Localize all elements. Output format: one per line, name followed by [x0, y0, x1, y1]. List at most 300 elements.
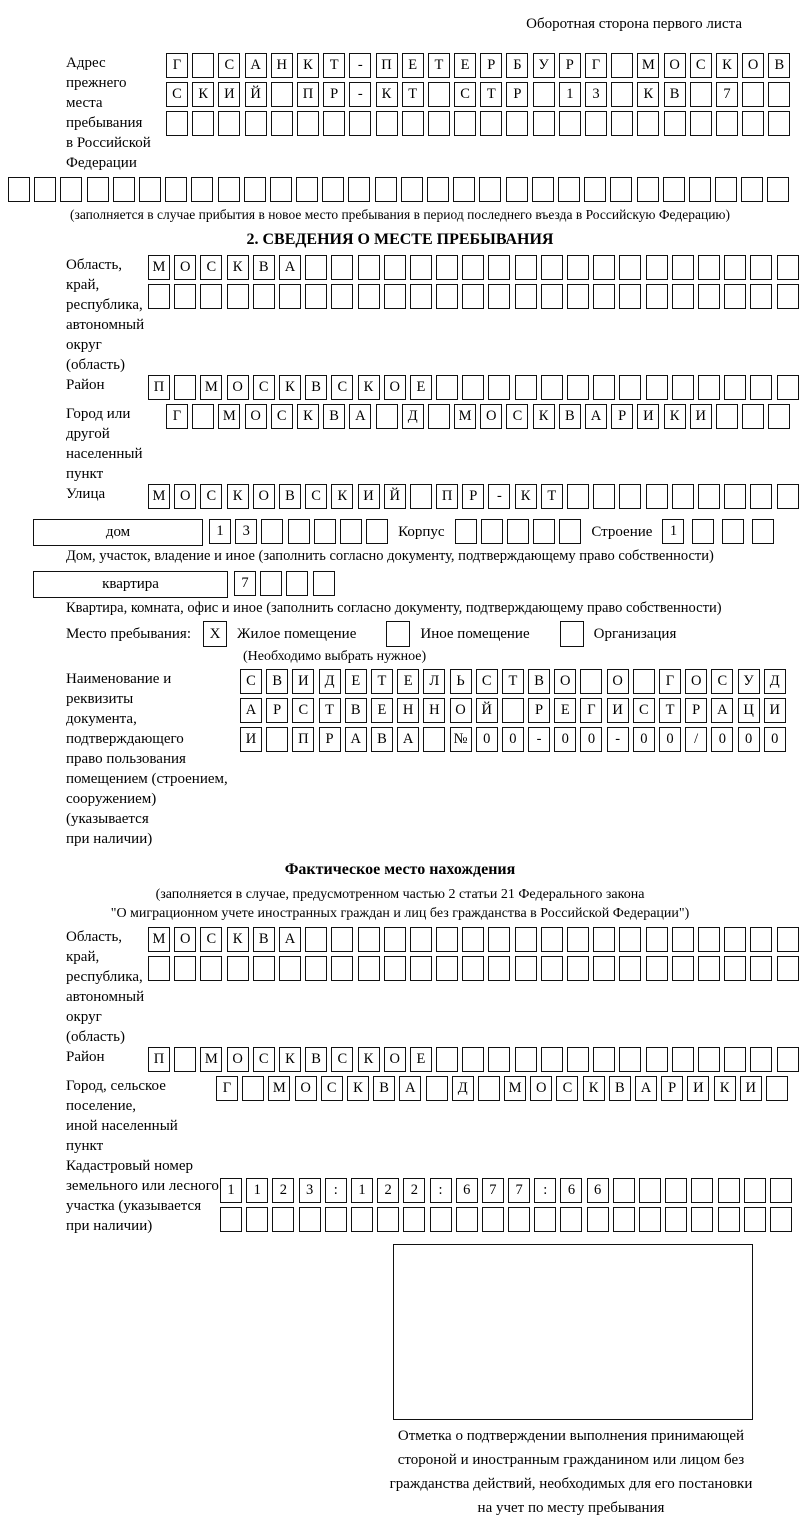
- char-box: [611, 111, 633, 136]
- char-box: А: [240, 698, 262, 723]
- char-box: Д: [452, 1076, 474, 1101]
- char-box: [767, 177, 789, 202]
- char-box: [750, 284, 772, 309]
- region-block: [8, 255, 792, 375]
- char-box: С: [331, 1047, 353, 1072]
- char-box: [777, 284, 799, 309]
- char-box: П: [148, 375, 170, 400]
- char-box: [488, 255, 510, 280]
- char-box: И: [687, 1076, 709, 1101]
- char-box: [375, 177, 397, 202]
- section2-title: 2. СВЕДЕНИЯ О МЕСТЕ ПРЕБЫВАНИЯ: [246, 231, 554, 248]
- street-row: [148, 484, 799, 509]
- house-note: Дом, участок, владение и иное (заполнить согласно документу, подтверждающему право собственности): [66, 548, 714, 564]
- char-box: [253, 284, 275, 309]
- char-box: [567, 927, 589, 952]
- char-box: [253, 956, 275, 981]
- char-box: В: [279, 484, 301, 509]
- char-box: [349, 111, 371, 136]
- char-box: [613, 1207, 635, 1232]
- char-box: М: [504, 1076, 526, 1101]
- char-box: А: [279, 255, 301, 280]
- char-box: [279, 284, 301, 309]
- char-box: М: [148, 484, 170, 509]
- char-box: [191, 177, 213, 202]
- char-box: [698, 956, 720, 981]
- char-box: [637, 111, 659, 136]
- char-box: А: [399, 1076, 421, 1101]
- char-box: П: [148, 1047, 170, 1072]
- char-box: [305, 255, 327, 280]
- char-box: [192, 53, 214, 78]
- char-box: [664, 111, 686, 136]
- char-box: [619, 484, 641, 509]
- char-box: [482, 1207, 504, 1232]
- char-box: [192, 111, 214, 136]
- char-box: Д: [402, 404, 424, 429]
- other-premises-checkbox: [386, 621, 410, 647]
- char-box: М: [148, 927, 170, 952]
- char-box: Е: [410, 375, 432, 400]
- char-box: [750, 1047, 772, 1072]
- char-box: О: [480, 404, 502, 429]
- char-box: [200, 284, 222, 309]
- cadastral-row-1: [220, 1178, 792, 1203]
- char-box: Р: [462, 484, 484, 509]
- char-box: [436, 284, 458, 309]
- char-box: [619, 1047, 641, 1072]
- char-box: 1: [662, 519, 684, 544]
- char-box: [777, 956, 799, 981]
- char-box: [541, 375, 563, 400]
- char-box: [340, 519, 362, 544]
- char-box: В: [323, 404, 345, 429]
- char-box: [410, 484, 432, 509]
- char-box: В: [768, 53, 790, 78]
- char-box: К: [227, 927, 249, 952]
- document-row-2: [240, 698, 786, 723]
- char-box: [271, 111, 293, 136]
- char-box: 0: [659, 727, 681, 752]
- stroenie-label: Строение: [591, 524, 653, 540]
- char-box: [724, 484, 746, 509]
- street-label: Улица: [66, 486, 106, 502]
- char-box: 6: [560, 1178, 582, 1203]
- char-box: [410, 255, 432, 280]
- char-box: [376, 111, 398, 136]
- char-box: [481, 519, 503, 544]
- char-box: [358, 956, 380, 981]
- char-box: [270, 177, 292, 202]
- char-box: [358, 927, 380, 952]
- char-box: :: [325, 1178, 347, 1203]
- char-box: Г: [585, 53, 607, 78]
- char-box: О: [227, 1047, 249, 1072]
- char-box: [619, 956, 641, 981]
- stroenie-boxes: [662, 519, 774, 544]
- char-box: У: [738, 669, 760, 694]
- char-box: Ь: [450, 669, 472, 694]
- char-box: С: [711, 669, 733, 694]
- char-box: [507, 519, 529, 544]
- char-box: [331, 255, 353, 280]
- char-box: [777, 1047, 799, 1072]
- prev-address-label: Адрес прежнего места пребывания в Российской Федерации: [66, 55, 151, 171]
- char-box: В: [253, 927, 275, 952]
- char-box: 1: [559, 82, 581, 107]
- actual-location-title: Фактическое место нахождения: [284, 861, 516, 878]
- char-box: О: [530, 1076, 552, 1101]
- char-box: А: [349, 404, 371, 429]
- char-box: [698, 1047, 720, 1072]
- char-box: В: [371, 727, 393, 752]
- char-box: К: [331, 484, 353, 509]
- char-box: [506, 111, 528, 136]
- char-box: [220, 1207, 242, 1232]
- char-box: С: [253, 1047, 275, 1072]
- char-box: К: [192, 82, 214, 107]
- char-box: Р: [323, 82, 345, 107]
- char-box: [724, 956, 746, 981]
- prev-address-grid: [166, 53, 790, 136]
- char-box: [502, 698, 524, 723]
- char-box: Р: [559, 53, 581, 78]
- char-box: [299, 1207, 321, 1232]
- char-box: [436, 927, 458, 952]
- char-box: Ц: [738, 698, 760, 723]
- korpus-label: Корпус: [398, 524, 445, 540]
- char-box: [139, 177, 161, 202]
- cadastral-block: [8, 1156, 792, 1236]
- char-box: 0: [476, 727, 498, 752]
- char-box: [672, 927, 694, 952]
- char-box: [593, 1047, 615, 1072]
- char-box: [541, 956, 563, 981]
- apartment-label-box: квартира: [33, 571, 228, 598]
- char-box: 1: [351, 1178, 373, 1203]
- char-box: М: [200, 375, 222, 400]
- char-box: О: [174, 927, 196, 952]
- char-box: [611, 53, 633, 78]
- char-box: [331, 284, 353, 309]
- char-box: С: [240, 669, 262, 694]
- char-box: С: [454, 82, 476, 107]
- char-box: [322, 177, 344, 202]
- char-box: С: [305, 484, 327, 509]
- cadastral-row-2: [220, 1207, 792, 1232]
- char-box: [279, 956, 301, 981]
- city-block: [8, 404, 792, 484]
- char-box: М: [454, 404, 476, 429]
- char-box: [331, 956, 353, 981]
- char-box: [593, 484, 615, 509]
- prev-address-block: [8, 53, 792, 173]
- char-box: К: [279, 375, 301, 400]
- char-box: В: [266, 669, 288, 694]
- char-box: К: [227, 255, 249, 280]
- char-box: [288, 519, 310, 544]
- region2-row-2: [148, 956, 799, 981]
- char-box: [488, 375, 510, 400]
- char-box: [690, 82, 712, 107]
- char-box: С: [633, 698, 655, 723]
- char-box: Н: [423, 698, 445, 723]
- district-label: Район: [66, 377, 105, 393]
- char-box: С: [200, 484, 222, 509]
- char-box: С: [321, 1076, 343, 1101]
- char-box: В: [253, 255, 275, 280]
- char-box: О: [742, 53, 764, 78]
- residential-checkbox: X: [203, 621, 227, 647]
- char-box: [410, 927, 432, 952]
- char-box: :: [534, 1178, 556, 1203]
- char-box: [366, 519, 388, 544]
- char-box: [286, 571, 308, 596]
- char-box: [567, 284, 589, 309]
- char-box: -: [528, 727, 550, 752]
- char-box: [741, 177, 763, 202]
- char-box: [148, 284, 170, 309]
- char-box: М: [218, 404, 240, 429]
- char-box: [718, 1178, 740, 1203]
- city-row: [166, 404, 790, 429]
- prev-address-overflow-row: [8, 177, 792, 202]
- char-box: [200, 956, 222, 981]
- char-box: Р: [266, 698, 288, 723]
- char-box: [436, 375, 458, 400]
- char-box: 7: [716, 82, 738, 107]
- char-box: [742, 111, 764, 136]
- char-box: [34, 177, 56, 202]
- char-box: Т: [323, 53, 345, 78]
- char-box: [580, 669, 602, 694]
- char-box: [559, 111, 581, 136]
- char-box: А: [711, 698, 733, 723]
- char-box: 1: [246, 1178, 268, 1203]
- char-box: -: [349, 53, 371, 78]
- char-box: [619, 284, 641, 309]
- char-box: И: [690, 404, 712, 429]
- stay-type-label: Место пребывания:: [66, 625, 191, 642]
- char-box: К: [376, 82, 398, 107]
- char-box: [691, 1207, 713, 1232]
- char-box: 0: [580, 727, 602, 752]
- char-box: С: [556, 1076, 578, 1101]
- char-box: [376, 404, 398, 429]
- char-box: Р: [319, 727, 341, 752]
- char-box: [750, 484, 772, 509]
- char-box: О: [384, 1047, 406, 1072]
- confirmation-stamp-caption: Отметка о подтверждении выполнения принимающей стороной и иностранным гражданином или лицом без гражданства действий, необходимых для его постановки на учет по месту пребывания: [389, 1428, 753, 1516]
- char-box: Т: [402, 82, 424, 107]
- char-box: 2: [377, 1178, 399, 1203]
- char-box: [480, 111, 502, 136]
- char-box: К: [297, 404, 319, 429]
- char-box: [716, 404, 738, 429]
- district2-row: [148, 1047, 799, 1072]
- char-box: [454, 111, 476, 136]
- char-box: [401, 177, 423, 202]
- char-box: [60, 177, 82, 202]
- char-box: [646, 284, 668, 309]
- char-box: [610, 177, 632, 202]
- char-box: [724, 284, 746, 309]
- char-box: [456, 1207, 478, 1232]
- char-box: О: [174, 484, 196, 509]
- char-box: [305, 956, 327, 981]
- char-box: [462, 956, 484, 981]
- char-box: К: [716, 53, 738, 78]
- char-box: И: [637, 404, 659, 429]
- char-box: [750, 375, 772, 400]
- char-box: О: [227, 375, 249, 400]
- char-box: В: [305, 1047, 327, 1072]
- char-box: А: [635, 1076, 657, 1101]
- char-box: Н: [397, 698, 419, 723]
- char-box: [436, 956, 458, 981]
- char-box: У: [533, 53, 555, 78]
- char-box: П: [297, 82, 319, 107]
- char-box: С: [271, 404, 293, 429]
- char-box: [515, 255, 537, 280]
- char-box: Е: [554, 698, 576, 723]
- char-box: [410, 956, 432, 981]
- char-box: [323, 111, 345, 136]
- document-label: Наименование и реквизиты документа, подтверждающего право пользования помещением (строением, сооружением) (указывается при наличии): [66, 671, 228, 847]
- char-box: [715, 177, 737, 202]
- stay-type-note: (Необходимо выбрать нужное): [243, 649, 427, 664]
- apartment-row: [8, 571, 792, 598]
- char-box: [479, 177, 501, 202]
- char-box: [567, 484, 589, 509]
- char-box: [593, 956, 615, 981]
- char-box: [423, 727, 445, 752]
- char-box: [296, 177, 318, 202]
- char-box: А: [245, 53, 267, 78]
- char-box: 0: [711, 727, 733, 752]
- char-box: [593, 375, 615, 400]
- house-number-boxes: [209, 519, 388, 544]
- char-box: Й: [384, 484, 406, 509]
- char-box: [716, 111, 738, 136]
- char-box: [261, 519, 283, 544]
- char-box: [227, 284, 249, 309]
- char-box: [242, 1076, 264, 1101]
- char-box: В: [373, 1076, 395, 1101]
- apartment-boxes: [234, 571, 335, 596]
- char-box: Р: [506, 82, 528, 107]
- char-box: Е: [402, 53, 424, 78]
- char-box: 1: [220, 1178, 242, 1203]
- char-box: [508, 1207, 530, 1232]
- char-box: [718, 1207, 740, 1232]
- char-box: [584, 177, 606, 202]
- char-box: [428, 111, 450, 136]
- organization-label: Организация: [593, 625, 677, 642]
- char-box: [768, 111, 790, 136]
- char-box: [272, 1207, 294, 1232]
- char-box: [245, 111, 267, 136]
- char-box: К: [227, 484, 249, 509]
- char-box: [165, 177, 187, 202]
- char-box: [633, 669, 655, 694]
- char-box: [613, 1178, 635, 1203]
- char-box: [744, 1178, 766, 1203]
- char-box: И: [218, 82, 240, 107]
- char-box: Т: [428, 53, 450, 78]
- char-box: 7: [482, 1178, 504, 1203]
- char-box: [403, 1207, 425, 1232]
- char-box: Т: [371, 669, 393, 694]
- char-box: [348, 177, 370, 202]
- char-box: [724, 375, 746, 400]
- char-box: К: [583, 1076, 605, 1101]
- char-box: [462, 1047, 484, 1072]
- char-box: [593, 255, 615, 280]
- char-box: [646, 375, 668, 400]
- cadastral-label: Кадастровый номер земельного или лесного участка (указывается при наличии): [66, 1158, 219, 1234]
- char-box: -: [488, 484, 510, 509]
- char-box: Г: [659, 669, 681, 694]
- char-box: [377, 1207, 399, 1232]
- char-box: Г: [216, 1076, 238, 1101]
- char-box: [742, 404, 764, 429]
- stay-type-row: [8, 621, 792, 647]
- char-box: И: [240, 727, 262, 752]
- char-box: [462, 255, 484, 280]
- char-box: [218, 177, 240, 202]
- char-box: Т: [659, 698, 681, 723]
- street-block: [8, 484, 792, 513]
- char-box: [593, 284, 615, 309]
- char-box: К: [358, 1047, 380, 1072]
- char-box: [698, 255, 720, 280]
- char-box: 3: [299, 1178, 321, 1203]
- char-box: И: [740, 1076, 762, 1101]
- char-box: [532, 177, 554, 202]
- char-box: [619, 375, 641, 400]
- char-box: [462, 284, 484, 309]
- char-box: М: [200, 1047, 222, 1072]
- char-box: [698, 375, 720, 400]
- char-box: [768, 82, 790, 107]
- char-box: [488, 284, 510, 309]
- char-box: [541, 1047, 563, 1072]
- char-box: [87, 177, 109, 202]
- char-box: [672, 255, 694, 280]
- char-box: [663, 177, 685, 202]
- char-box: О: [607, 669, 629, 694]
- char-box: [698, 284, 720, 309]
- char-box: Е: [397, 669, 419, 694]
- char-box: 0: [554, 727, 576, 752]
- char-box: [462, 927, 484, 952]
- char-box: В: [345, 698, 367, 723]
- char-box: [533, 82, 555, 107]
- char-box: [724, 927, 746, 952]
- char-box: [768, 404, 790, 429]
- char-box: 0: [764, 727, 786, 752]
- char-box: [305, 927, 327, 952]
- char-box: 3: [585, 82, 607, 107]
- city2-row: [216, 1076, 788, 1101]
- char-box: В: [305, 375, 327, 400]
- district-row: [148, 375, 799, 400]
- char-box: [410, 284, 432, 309]
- city2-label: Город, сельское поселение, иной населенный пункт: [66, 1078, 178, 1154]
- region2-label: Область, край, республика, автономный округ (область): [66, 929, 145, 1045]
- region-label: Область, край, республика, автономный округ (область): [66, 257, 145, 373]
